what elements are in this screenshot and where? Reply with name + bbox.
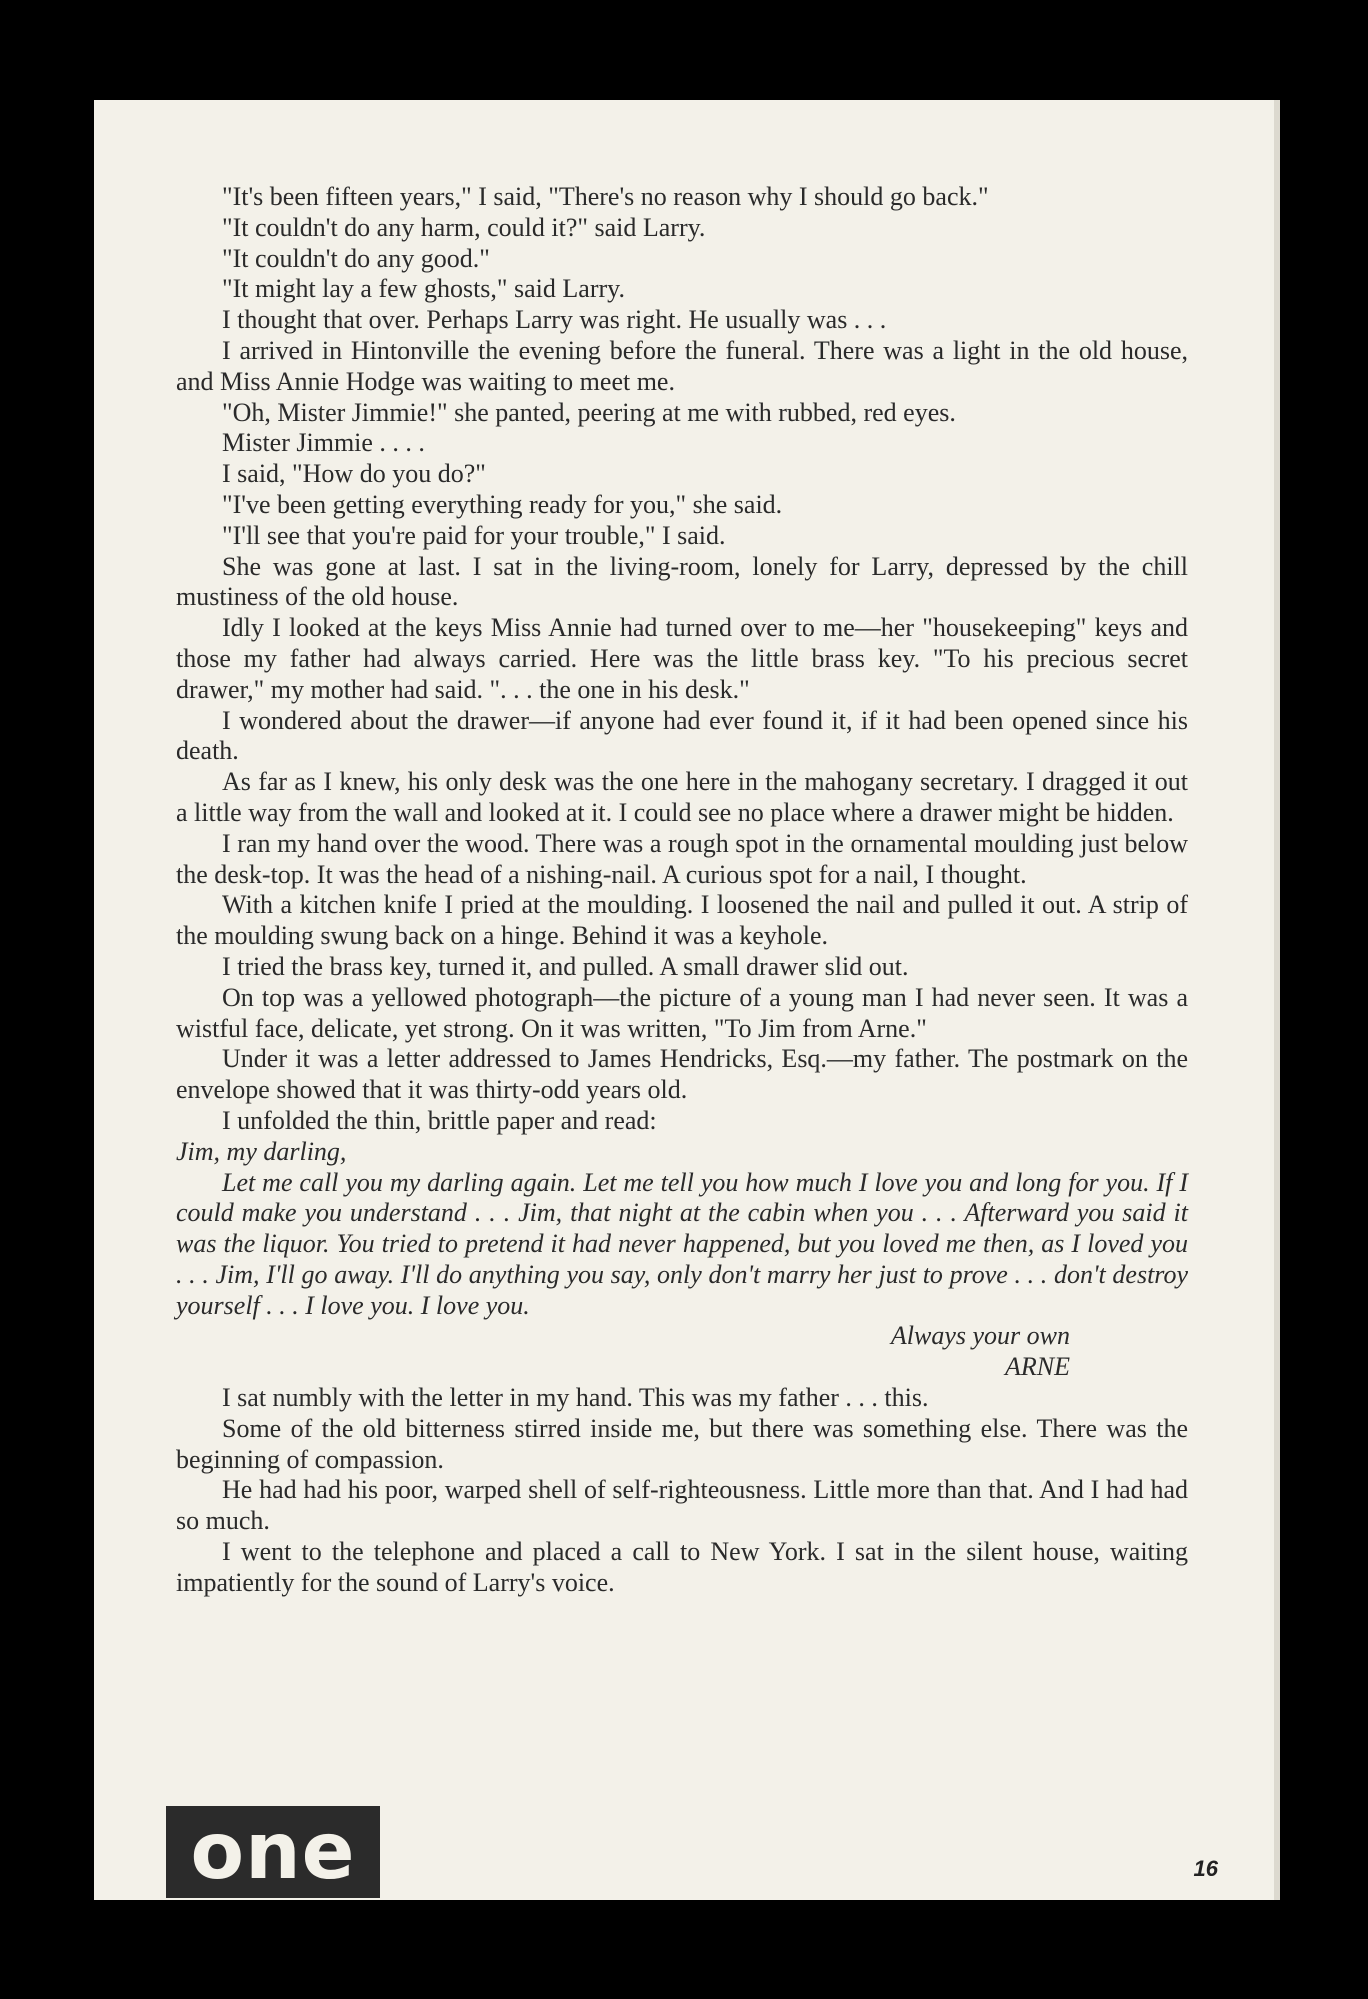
letter-signature: ARNE <box>1005 1352 1070 1382</box>
paragraph: "It might lay a few ghosts," said Larry. <box>222 274 625 304</box>
paragraph: "It couldn't do any good." <box>222 243 490 273</box>
letter-body: Let me call you my darling again. Let me tell you how much I love you and long for you. If I could make you understand . . . Jim, that night at the cabin when you . . . Afterward you said it was the liquor. You tried to pretend it had never happened, but you loved me then, as I loved you . . . Jim, I'll go away. I'll do anything you say, only don't marry her just to prove . . . don't destroy yourself . . . I love you. I love you. <box>176 1167 1188 1320</box>
paragraph: "I'll see that you're paid for your trouble," I said. <box>222 520 726 550</box>
paragraph: I tried the brass key, turned it, and pulled. A small drawer slid out. <box>222 951 909 981</box>
paragraph: Mister Jimmie . . . . <box>222 428 425 458</box>
page-number: 16 <box>1193 1856 1218 1881</box>
paragraph: Idly I looked at the keys Miss Annie had turned over to me—her "housekeeping" keys and those my father had always carried. Here was the little brass key. "To his precious secret drawer," my mother had said. ". . . the one in his desk." <box>176 613 1188 704</box>
paragraph: I sat numbly with the letter in my hand. This was my father . . . this. <box>222 1383 929 1413</box>
paragraph: I arrived in Hintonville the evening before the funeral. There was a light in the old house, and Miss Annie Hodge was waiting to meet me. <box>176 335 1188 396</box>
paragraph: "I've been getting everything ready for you," she said. <box>222 489 783 519</box>
paragraph: Under it was a letter addressed to James Hendricks, Esq.—my father. The postmark on the envelope showed that it was thirty-odd years old. <box>176 1044 1188 1105</box>
letter-salutation: Jim, my darling, <box>176 1136 347 1166</box>
paragraph: "It couldn't do any harm, could it?" said Larry. <box>222 212 706 242</box>
paragraph: I went to the telephone and placed a call to New York. I sat in the silent house, waiting impatiently for the sound of Larry's voice. <box>176 1537 1188 1597</box>
paragraph: I unfolded the thin, brittle paper and read: <box>222 1105 657 1135</box>
paragraph: "Oh, Mister Jimmie!" she panted, peering at me with rubbed, red eyes. <box>222 397 956 427</box>
paragraph: Some of the old bitterness stirred inside me, but there was something else. There was the beginning of compassion. <box>176 1413 1188 1474</box>
page-edge <box>1274 100 1280 1900</box>
magazine-logo: one <box>166 1806 380 1898</box>
paragraph: As far as I knew, his only desk was the one here in the mahogany secretary. I dragged it out a little way from the wall and looked at it. I could see no place where a drawer might be hidden. <box>176 767 1188 827</box>
paragraph: I ran my hand over the wood. There was a rough spot in the ornamental moulding just below the desk-top. It was the head of a nishing-nail. A curious spot for a nail, I thought. <box>176 828 1188 889</box>
paragraph: She was gone at last. I sat in the living-room, lonely for Larry, depressed by the chill mustiness of the old house. <box>176 551 1188 612</box>
paragraph: I said, "How do you do?" <box>222 459 486 489</box>
paragraph: "It's been fifteen years," I said, "There's no reason why I should go back." <box>222 182 989 211</box>
paragraph: He had had his poor, warped shell of self-righteousness. Little more than that. And I had had so much. <box>176 1475 1188 1536</box>
paragraph: I wondered about the drawer—if anyone had ever found it, if it had been opened since his death. <box>176 705 1188 766</box>
letter-closing: Always your own <box>890 1321 1070 1351</box>
paragraph: With a kitchen knife I pried at the moulding. I loosened the nail and pulled it out. A strip of the moulding swung back on a hinge. Behind it was a keyhole. <box>176 890 1188 951</box>
story-text <box>176 182 1188 1599</box>
paragraph: I thought that over. Perhaps Larry was right. He usually was . . . <box>222 305 887 335</box>
paragraph: On top was a yellowed photograph—the picture of a young man I had never seen. It was a wistful face, delicate, yet strong. On it was written, "To Jim from Arne." <box>176 982 1188 1043</box>
